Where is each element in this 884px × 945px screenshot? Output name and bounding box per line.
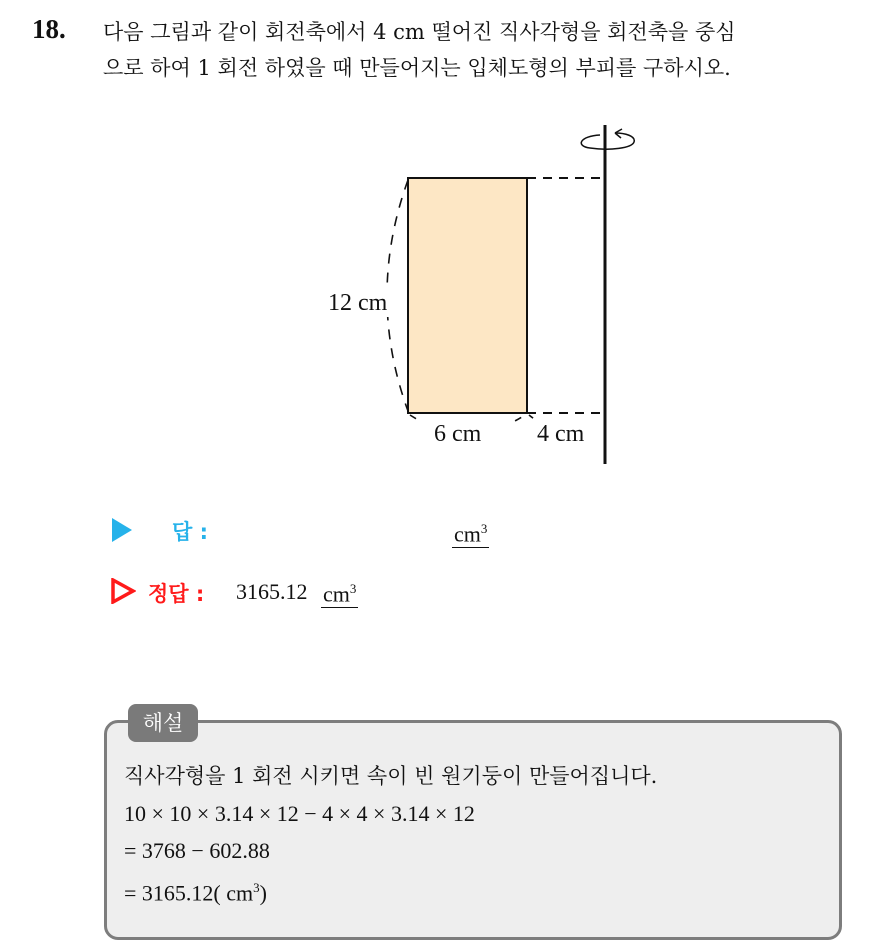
correct-unit-exp: 3 — [349, 581, 357, 596]
rotation-arrow-icon — [581, 129, 634, 149]
answer-marker-icon — [112, 518, 132, 542]
correct-unit — [321, 576, 358, 608]
question-line-2: 으로 하여 1 회전 하였을 때 만들어지는 입체도형의 부피를 구하시오. — [103, 56, 731, 80]
explanation-step-2 — [124, 869, 834, 911]
rectangle-shape — [408, 178, 527, 413]
explanation-step-2-value: = 3165.12( — [124, 880, 221, 906]
question-line-1: 다음 그림과 같이 회전축에서 4 cm 떨어진 직사각형을 회전축을 중심 — [103, 20, 736, 44]
answer-row — [108, 516, 528, 550]
answer-label: 답 : — [172, 520, 208, 544]
correct-marker-icon — [110, 578, 136, 604]
height-label: 12 cm — [328, 290, 388, 316]
answer-unit-exp: 3 — [480, 521, 488, 536]
explanation-step-2-close: ) — [259, 880, 267, 906]
explanation-formula: 10 × 10 × 3.14 × 12 − 4 × 4 × 3.14 × 12 — [124, 801, 475, 826]
explanation-step-1: = 3768 − 602.88 — [124, 838, 270, 863]
explanation-content — [124, 758, 834, 911]
gap-label: 4 cm — [537, 421, 585, 447]
question-number: 18. — [32, 14, 66, 44]
width-label: 6 cm — [434, 421, 482, 447]
correct-answer-row — [108, 576, 508, 610]
correct-unit-base: cm — [323, 581, 350, 607]
explanation-step-2-exp: 3 — [253, 880, 260, 895]
explanation-text: 직사각형을 1 회전 시키면 속이 빈 원기둥이 만들어집니다. — [124, 764, 658, 788]
explanation-step-2-unit: cm — [220, 880, 254, 906]
answer-unit — [452, 516, 489, 548]
explanation-tag: 해설 — [128, 704, 198, 742]
answer-unit-base: cm — [454, 521, 481, 547]
correct-value: 3165.12 — [236, 579, 308, 604]
correct-label: 정답 : — [148, 582, 205, 606]
